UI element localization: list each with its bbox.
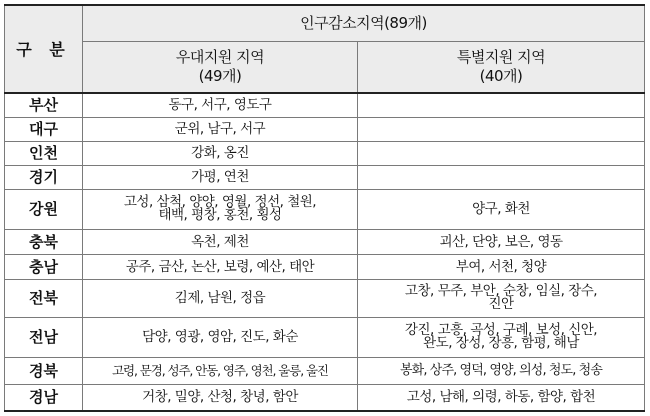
special-cell [358, 165, 645, 189]
table-row [5, 317, 645, 357]
region-cell: 경기 [5, 165, 83, 189]
special-cell [358, 357, 645, 384]
table-row [5, 93, 645, 117]
cell-line: 진안 [488, 296, 514, 312]
special-cell [358, 317, 645, 357]
region-cell: 전남 [5, 317, 83, 357]
cell-line: 군위, 남구, 서구 [174, 121, 266, 137]
cell-line: 동구, 서구, 영도구 [168, 97, 272, 114]
preferential-cell [83, 279, 358, 317]
special-cell [358, 254, 645, 279]
cell-line: 거창, 밀양, 산청, 창녕, 함안 [142, 389, 298, 406]
population-decline-table [4, 4, 645, 412]
preferential-cell [83, 141, 358, 165]
special-cell [358, 189, 645, 229]
preferential-cell [83, 189, 358, 229]
table-row [5, 229, 645, 254]
region-cell: 강원 [5, 189, 83, 229]
cell-line: 양구, 화천 [472, 201, 530, 217]
cell-line: 담양, 영광, 영암, 진도, 화순 [142, 329, 298, 345]
cell-line: 고성, 남해, 의령, 하동, 함양, 합천 [406, 389, 596, 406]
group-title-header: 인구감소지역(89개) [83, 5, 645, 41]
cell-line: 김제, 남원, 정읍 [174, 290, 266, 306]
table-row [5, 141, 645, 165]
cell-line: 괴산, 단양, 보은, 영동 [439, 233, 563, 250]
special-count: (40개) [479, 66, 523, 85]
region-cell: 충북 [5, 229, 83, 254]
cell-line: 부여, 서천, 청양 [455, 258, 547, 275]
cell-line: 강진, 고흥, 곡성, 구례, 보성, 신안, [404, 322, 598, 338]
preferential-cell [83, 93, 358, 117]
preferential-cell [83, 117, 358, 141]
preferential-cell [83, 384, 358, 411]
special-header [358, 41, 645, 93]
special-title: 특별지원 지역 [456, 47, 546, 66]
special-cell [358, 141, 645, 165]
region-cell: 대구 [5, 117, 83, 141]
table-row [5, 254, 645, 279]
table-row [5, 117, 645, 141]
table-row [5, 279, 645, 317]
preferential-cell [83, 357, 358, 384]
region-cell: 경북 [5, 357, 83, 384]
cell-line: 완도, 장성, 장흥, 함평, 해남 [423, 335, 579, 351]
region-cell: 부산 [5, 93, 83, 117]
preferential-cell [83, 254, 358, 279]
cell-line: 고성, 삼척, 양양, 영월, 정선, 철원, [123, 194, 317, 210]
special-cell [358, 384, 645, 411]
population-decline-table-wrapper [4, 4, 644, 412]
gubun-header: 구 분 [5, 5, 83, 93]
region-cell: 경남 [5, 384, 83, 411]
preferential-header [83, 41, 358, 93]
table-row [5, 357, 645, 384]
preferential-cell [83, 165, 358, 189]
cell-line: 공주, 금산, 논산, 보령, 예산, 태안 [125, 258, 315, 275]
cell-line: 봉화, 상주, 영덕, 영양, 의성, 청도, 청송 [400, 362, 603, 378]
preferential-title: 우대지원 지역 [175, 47, 265, 66]
special-cell [358, 279, 645, 317]
region-cell: 인천 [5, 141, 83, 165]
preferential-cell [83, 317, 358, 357]
cell-line: 강화, 옹진 [191, 145, 249, 161]
special-cell [358, 229, 645, 254]
cell-line: 가평, 연천 [191, 169, 249, 185]
table-row [5, 189, 645, 229]
cell-line: 태백, 평창, 홍천, 횡성 [158, 207, 282, 223]
preferential-cell [83, 229, 358, 254]
cell-line: 고령, 문경, 성주, 안동, 영주, 영천, 울릉, 울진 [112, 362, 328, 378]
preferential-count: (49개) [198, 66, 242, 85]
table-row [5, 384, 645, 411]
cell-line: 옥천, 제천 [191, 233, 249, 250]
special-cell [358, 93, 645, 117]
table-row [5, 165, 645, 189]
cell-line: 고창, 무주, 부안, 순창, 임실, 장수, [404, 283, 598, 299]
special-cell [358, 117, 645, 141]
region-cell: 전북 [5, 279, 83, 317]
region-cell: 충남 [5, 254, 83, 279]
